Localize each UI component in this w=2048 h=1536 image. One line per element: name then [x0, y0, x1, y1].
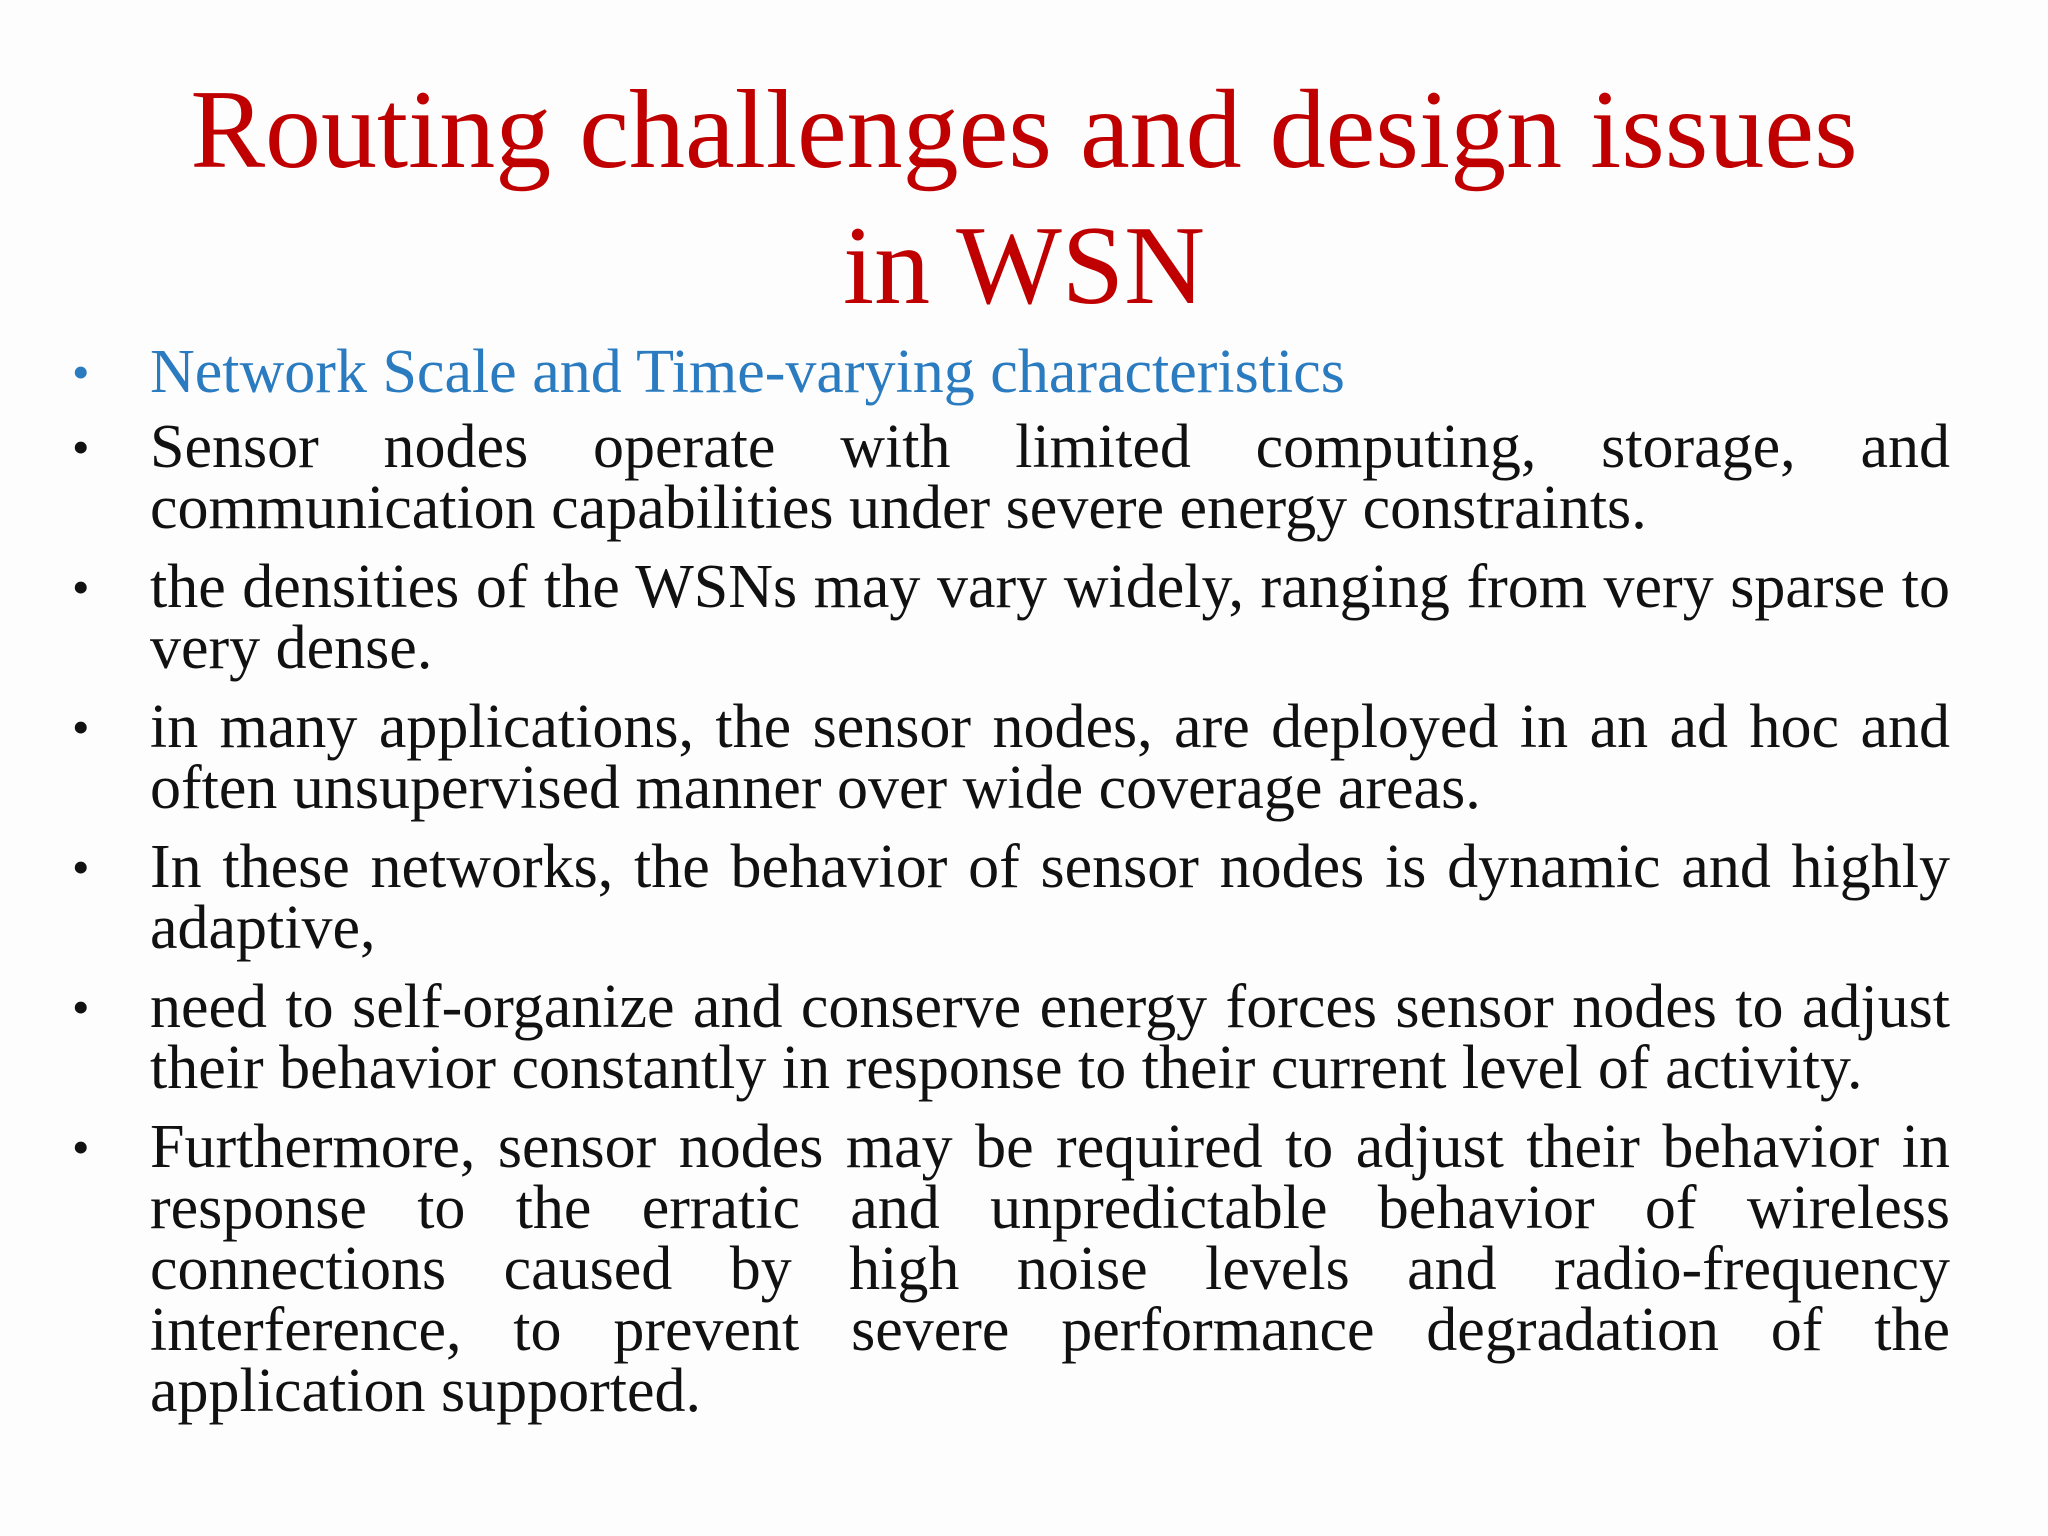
bullet-text: the densities of the WSNs may vary widely, ranging from very sparse to very dense.	[150, 553, 1950, 682]
bullet-list	[0, 338, 2048, 1440]
bullet-text: need to self-organize and conserve energy forces sensor nodes to adjust their behavior constantly in response to their current level of activity.	[150, 973, 1950, 1102]
slide-title-line-1: Routing challenges and design issues	[190, 68, 1858, 192]
bullet-text: Sensor nodes operate with limited computing, storage, and communication capabilities under severe energy constraints.	[150, 413, 1950, 542]
bullet-dot: •	[72, 1119, 90, 1175]
bullet-dot: •	[72, 419, 90, 475]
bullet-dot: •	[72, 979, 90, 1035]
slide-title	[100, 62, 1948, 334]
bullet-item-subheading	[0, 338, 1950, 406]
bullet-text: Network Scale and Time-varying characteristics	[150, 338, 1345, 406]
bullet-item	[0, 413, 1950, 542]
bullet-dot: •	[72, 559, 90, 615]
bullet-item	[0, 973, 1950, 1102]
bullet-dot: •	[72, 699, 90, 755]
bullet-item	[0, 693, 1950, 822]
bullet-text: in many applications, the sensor nodes, are deployed in an ad hoc and often unsupervised manner over wide coverage areas.	[150, 693, 1950, 822]
bullet-item	[0, 1113, 1950, 1425]
bullet-text: Furthermore, sensor nodes may be required to adjust their behavior in response to the erratic and unpredictable behavior of wireless connections caused by high noise levels and radio-frequency interference, to prevent severe performance degradation of the application supported.	[150, 1113, 1950, 1425]
bullet-dot: •	[72, 839, 90, 895]
bullet-text: In these networks, the behavior of sensor nodes is dynamic and highly adaptive,	[150, 833, 1950, 962]
bullet-item	[0, 553, 1950, 682]
bullet-dot: •	[72, 344, 90, 400]
slide-title-line-2: in WSN	[843, 204, 1205, 328]
bullet-item	[0, 833, 1950, 962]
